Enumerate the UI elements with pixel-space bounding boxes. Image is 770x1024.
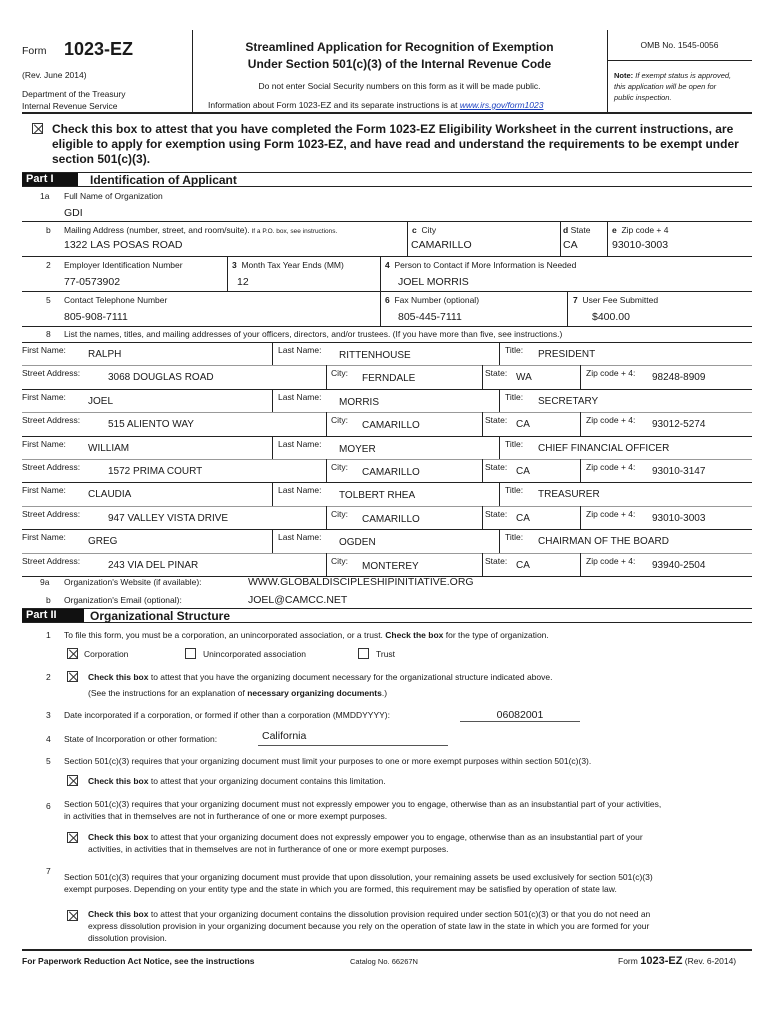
officer-state-label: State: (485, 555, 508, 566)
officer-city-label: City: (331, 415, 348, 426)
line-9b-num: b (46, 595, 51, 605)
email-label: Organization's Email (optional): (64, 595, 182, 605)
officer-title[interactable]: CHIEF FINANCIAL OFFICER (538, 442, 670, 454)
first-name-label: First Name: (22, 345, 66, 355)
form-number: 1023-EZ (64, 39, 134, 59)
officer-zip-label: Zip code + 4: (586, 555, 636, 566)
fax-label: 6 Fax Number (optional) (385, 295, 480, 305)
officer-city[interactable]: CAMARILLO (362, 513, 420, 525)
officers-instruction: List the names, titles, and mailing addresses of your officers, directors, and/or trustees. (If you have more than five, see instructions.) (64, 329, 563, 339)
date-incorporated-label: Date incorporated if a corporation, or formed if other than a corporation (MMDDYYYY): (64, 710, 390, 720)
officer-city[interactable]: CAMARILLO (362, 467, 420, 478)
month-field[interactable]: 12 (237, 276, 249, 288)
state-field[interactable]: CA (563, 239, 578, 251)
part-2-title: Organizational Structure (90, 609, 231, 623)
p2-line-3-num: 3 (46, 710, 51, 720)
ein-label: Employer Identification Number (64, 260, 183, 270)
last-name-label: Last Name: (278, 391, 322, 402)
officer-last-name[interactable]: MORRIS (339, 396, 379, 408)
first-name-label: First Name: (22, 438, 66, 449)
officer-first-name[interactable]: RALPH (88, 349, 122, 360)
officer-city-label: City: (331, 462, 348, 472)
street-label: Street Address: (22, 555, 81, 566)
note-line-2: this application will be open for (614, 82, 717, 91)
officer-city[interactable]: CAMARILLO (362, 420, 420, 432)
officer-state[interactable]: WA (516, 372, 532, 384)
officer-street[interactable]: 243 VIA DEL PINAR (108, 559, 199, 571)
purpose-check-text: Check this box to attest that your organizing document contains this limitation. (88, 776, 386, 786)
dissolution-check-3: dissolution provision. (88, 933, 167, 943)
officer-state-label: State: (485, 508, 508, 519)
officer-zip[interactable]: 93010-3003 (652, 512, 706, 524)
line-1b-num: b (46, 225, 51, 235)
officer-last-name[interactable]: RITTENHOUSE (339, 350, 411, 361)
street-label: Street Address: (22, 368, 81, 379)
last-name-label: Last Name: (278, 485, 322, 496)
title-label: Title: (505, 532, 524, 543)
officer-street[interactable]: 515 ALIENTO WAY (108, 419, 194, 431)
dissolution-check-2: express dissolution provision in your organizing document because you rely on the operation of state law in the state in which you are formed for your (88, 921, 650, 931)
first-name-label: First Name: (22, 485, 66, 496)
dept-line-1: Department of the Treasury (22, 89, 126, 99)
empower-text-2: in activities that in themselves are not in furtherance of one or more exempt purposes. (64, 811, 388, 821)
org-name-field[interactable]: GDI (64, 207, 83, 219)
title-label: Title: (505, 485, 524, 496)
street-label: Street Address: (22, 462, 81, 472)
state-label: d State (563, 225, 591, 235)
officer-state[interactable]: CA (516, 466, 530, 477)
ein-field[interactable]: 77-0573902 (64, 276, 121, 288)
catalog-number: Catalog No. 66267N (350, 957, 418, 966)
street-label: Street Address: (22, 415, 81, 426)
organizing-doc-checkbox[interactable] (67, 671, 78, 682)
p2-line-4-num: 4 (46, 734, 51, 744)
officer-state[interactable]: CA (516, 419, 530, 431)
officer-street[interactable]: 3068 DOUGLAS ROAD (108, 372, 214, 384)
city-label: c City (412, 225, 437, 235)
corporation-label: Corporation (84, 649, 129, 659)
phone-field[interactable]: 805-908-7111 (64, 311, 128, 323)
zip-label: e Zip code + 4 (612, 225, 669, 235)
officer-zip[interactable]: 93012-5274 (652, 419, 706, 431)
line-5-num: 5 (46, 295, 51, 305)
officer-state-label: State: (485, 462, 508, 472)
eligibility-checkbox[interactable] (32, 123, 43, 134)
p2-line-5-num: 5 (46, 756, 51, 766)
note-line-3: public inspection. (614, 93, 672, 102)
part-1-label: Part I (22, 173, 78, 186)
attest-line-1: Check this box to attest that you have completed the Form 1023-EZ Eligibility Worksheet in the current instructions, are (52, 122, 734, 136)
last-name-label: Last Name: (278, 438, 322, 449)
fax-field[interactable]: 805-445-7111 (398, 311, 462, 323)
website-field[interactable]: WWW.GLOBALDISCIPLESHIPINITIATIVE.ORG (248, 576, 474, 588)
info-notice: Information about Form 1023-EZ and its separate instructions is at www.irs.gov/form1023 (208, 100, 544, 110)
officer-city-label: City: (331, 555, 348, 566)
officer-title[interactable]: PRESIDENT (538, 349, 596, 360)
dissolution-text-2: exempt purposes. Depending on your entity type and the state in which you are formed, this requirement may be satisfied by operation of state law. (64, 884, 617, 894)
first-name-label: First Name: (22, 391, 66, 402)
p2-line-6-num: 6 (46, 801, 51, 811)
mailing-address-field[interactable]: 1322 LAS POSAS ROAD (64, 239, 183, 251)
officer-zip[interactable]: 93940-2504 (652, 559, 706, 571)
officer-first-name[interactable]: JOEL (88, 395, 114, 407)
paperwork-notice: For Paperwork Reduction Act Notice, see the instructions (22, 956, 255, 966)
p2-line-7-num: 7 (46, 866, 51, 876)
officer-first-name[interactable]: WILLIAM (88, 442, 130, 454)
organizing-doc-text: Check this box to attest that you have the organizing document necessary for the organizational structure indicated above. (88, 672, 553, 682)
zip-field[interactable]: 93010-3003 (612, 239, 669, 251)
line-8-num: 8 (46, 329, 51, 339)
officer-last-name[interactable]: MOYER (339, 443, 376, 455)
phone-label: Contact Telephone Number (64, 295, 168, 305)
officer-street[interactable]: 1572 PRIMA COURT (108, 466, 203, 477)
org-name-label: Full Name of Organization (64, 191, 163, 201)
officer-state-label: State: (485, 368, 508, 379)
officer-first-name[interactable]: CLAUDIA (88, 489, 132, 501)
attest-line-2: eligible to apply for exemption using Form 1023-EZ, and have read and understand the requirements to be exempt under (52, 137, 739, 151)
part-1-title: Identification of Applicant (90, 173, 237, 187)
officer-city-label: City: (331, 368, 348, 379)
officer-title[interactable]: SECRETARY (538, 395, 599, 407)
title-label: Title: (505, 391, 524, 402)
organizing-doc-sub: (See the instructions for an explanation of necessary organizing documents.) (88, 688, 388, 698)
dissolution-check-1: Check this box to attest that your organizing document contains the dissolution provision required under section 501(c)(3) or that you do not need an (88, 909, 651, 919)
officer-city[interactable]: MONTEREY (362, 560, 419, 572)
fee-field[interactable]: $400.00 (592, 311, 630, 323)
fee-label: 7 User Fee Submitted (573, 295, 659, 305)
city-field[interactable]: CAMARILLO (411, 239, 472, 251)
line-2-num: 2 (46, 260, 51, 270)
line-1a-num: 1a (40, 191, 50, 201)
unincorporated-label: Unincorporated association (203, 649, 307, 659)
org-type-instruction: To file this form, you must be a corporation, an unincorporated association, or a trust. Check the box for the type of organization. (64, 630, 549, 640)
empower-check-1: Check this box to attest that your organizing document does not expressly empower you to engage, otherwise than as an insubstantial part of your (88, 832, 643, 842)
officer-city-label: City: (331, 508, 348, 519)
contact-field[interactable]: JOEL MORRIS (398, 276, 469, 288)
officer-title[interactable]: CHAIRMAN OF THE BOARD (538, 536, 669, 548)
officer-zip-label: Zip code + 4: (586, 508, 636, 519)
last-name-label: Last Name: (278, 532, 322, 543)
trust-checkbox[interactable] (358, 648, 369, 659)
officer-last-name[interactable]: TOLBERT RHEA (339, 490, 416, 502)
empower-text-1: Section 501(c)(3) requires that your organizing document must not expressly empower you to engage, otherwise than as an insubstantial part of your activities, (64, 799, 662, 809)
purpose-checkbox[interactable] (67, 775, 78, 786)
state-inc-label: State of Incorporation or other formation: (64, 734, 218, 744)
officer-zip[interactable]: 98248-8909 (652, 372, 706, 384)
dept-line-2: Internal Revenue Service (22, 101, 118, 111)
website-label: Organization's Website (if available): (64, 577, 202, 587)
ssn-notice: Do not enter Social Security numbers on this form as it will be made public. (258, 81, 541, 91)
footer-form-id: Form 1023-EZ (Rev. 6-2014) (618, 955, 737, 967)
purpose-text: Section 501(c)(3) requires that your organizing document must limit your purposes to one or more exempt purposes within section 501(c)(3). (64, 756, 592, 766)
officer-zip[interactable]: 93010-3147 (652, 466, 706, 477)
officer-first-name[interactable]: GREG (88, 536, 118, 548)
trust-label: Trust (376, 649, 396, 659)
attest-line-3: section 501(c)(3). (52, 152, 151, 166)
corporation-checkbox[interactable] (67, 648, 78, 659)
form-page (22, 30, 752, 980)
p2-line-1-num: 1 (46, 630, 51, 640)
street-label: Street Address: (22, 508, 81, 519)
empower-check-2: activities, in activities that in themselves are not in furtherance of one or more exempt purposes. (88, 844, 449, 854)
dissolution-text-1: Section 501(c)(3) requires that your organizing document must provide that upon dissolution, your remaining assets be used exclusively for section 501(c)(3) (64, 872, 653, 882)
revision: (Rev. June 2014) (22, 70, 87, 80)
dissolution-checkbox[interactable] (67, 910, 78, 921)
last-name-label: Last Name: (278, 345, 322, 355)
line-9a-num: 9a (40, 577, 50, 587)
first-name-label: First Name: (22, 532, 66, 543)
state-inc-field[interactable]: California (258, 730, 448, 746)
officer-last-name[interactable]: OGDEN (339, 537, 376, 549)
officer-city[interactable]: FERNDALE (362, 373, 416, 385)
p2-line-2-num: 2 (46, 672, 51, 682)
email-field[interactable]: JOEL@CAMCC.NET (248, 594, 348, 606)
officer-state[interactable]: CA (516, 559, 530, 571)
month-label: 3 Month Tax Year Ends (MM) (232, 260, 344, 270)
mailing-label: Mailing Address (number, street, and room/suite). If a P.O. box, see instructions. (64, 225, 338, 235)
officer-state[interactable]: CA (516, 512, 530, 524)
title-line-1: Streamlined Application for Recognition of Exemption (245, 40, 554, 54)
title-label: Title: (505, 345, 524, 355)
note-line-1: Note: If exempt status is approved, (614, 71, 732, 80)
empower-checkbox[interactable] (67, 832, 78, 843)
officer-street[interactable]: 947 VALLEY VISTA DRIVE (108, 512, 229, 524)
officer-state-label: State: (485, 415, 508, 426)
form-word: Form (22, 45, 47, 57)
omb-number: OMB No. 1545-0056 (640, 40, 719, 50)
part-2-label: Part II (22, 609, 84, 622)
officer-zip-label: Zip code + 4: (586, 368, 636, 379)
officer-title[interactable]: TREASURER (538, 489, 600, 501)
irs-link[interactable]: www.irs.gov/form1023 (459, 100, 544, 110)
title-label: Title: (505, 438, 524, 449)
unincorporated-checkbox[interactable] (185, 648, 196, 659)
officer-zip-label: Zip code + 4: (586, 462, 636, 472)
date-incorporated-field[interactable]: 06082001 (460, 709, 580, 722)
contact-label: 4 Person to Contact if More Information is Needed (385, 260, 577, 270)
title-line-2: Under Section 501(c)(3) of the Internal Revenue Code (247, 57, 552, 71)
officer-zip-label: Zip code + 4: (586, 415, 636, 426)
